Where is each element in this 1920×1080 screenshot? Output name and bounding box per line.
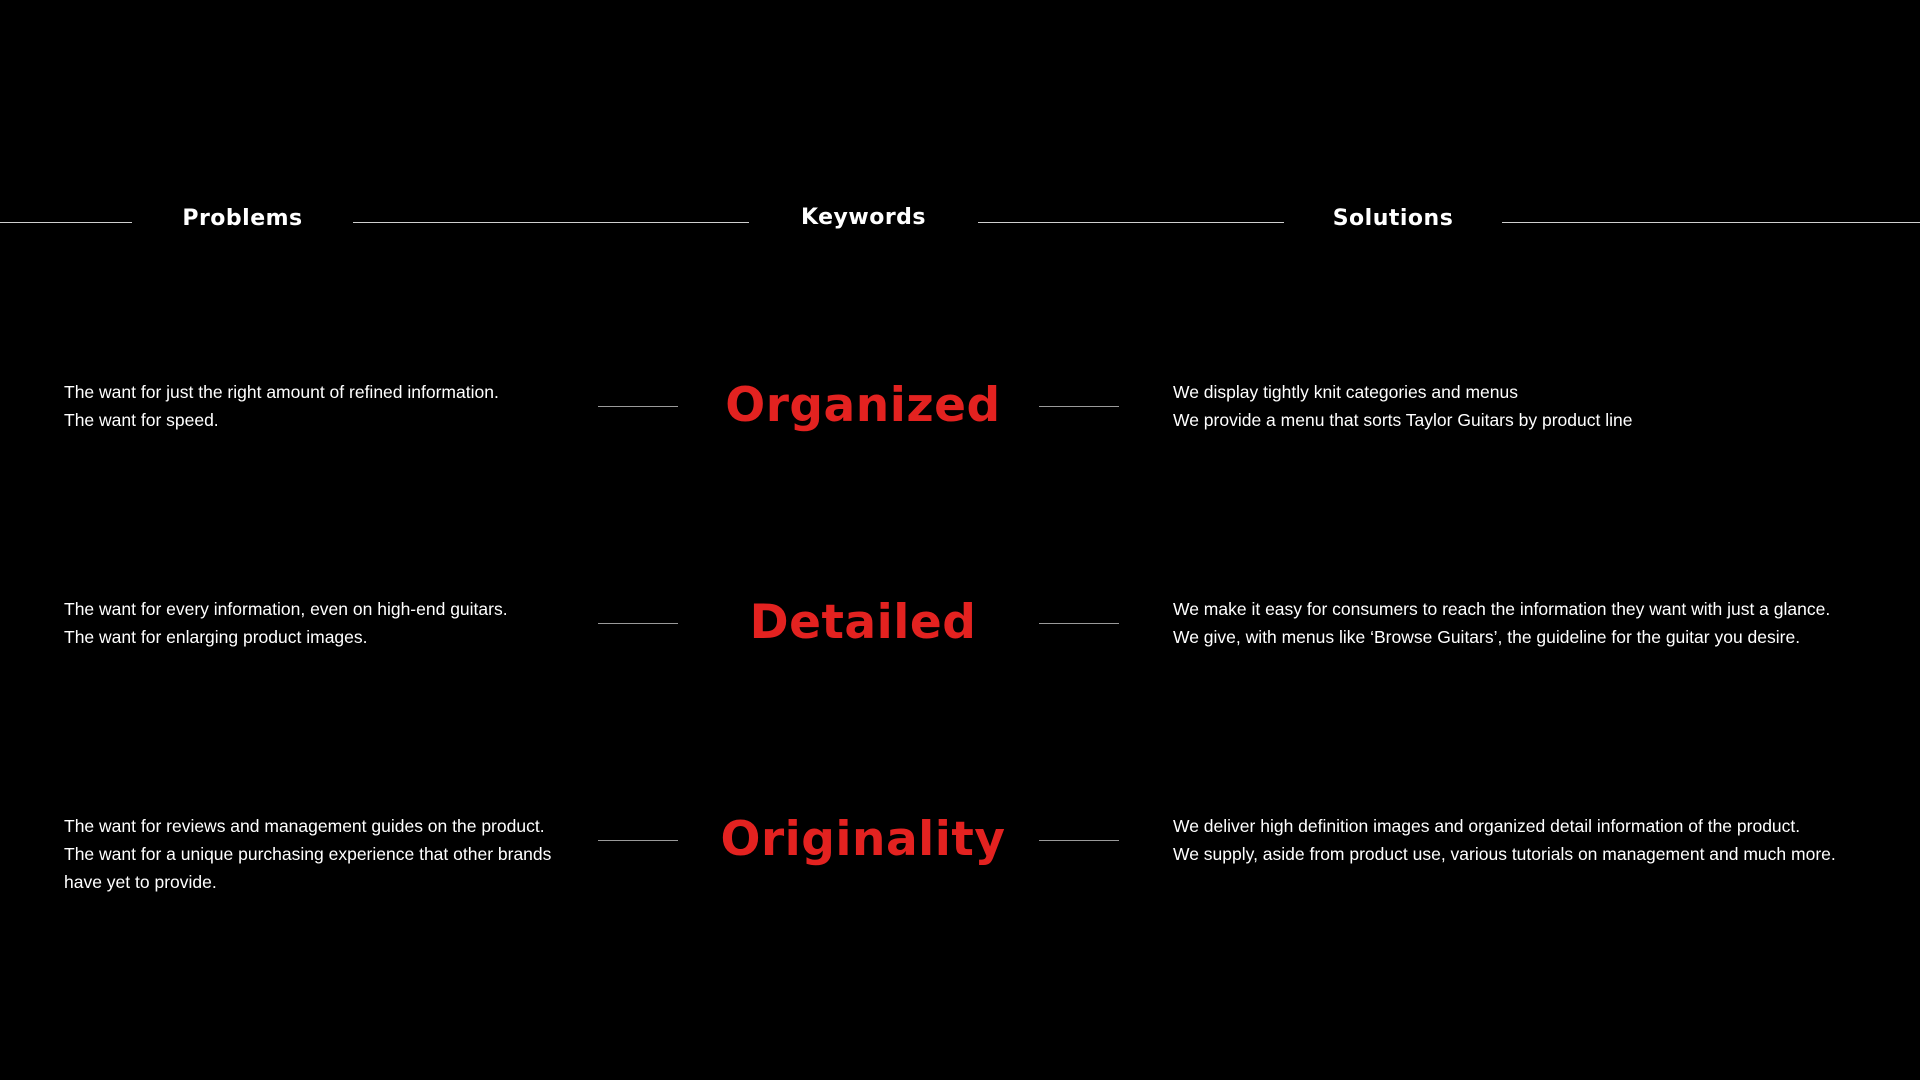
header-rule-mid-left: [353, 222, 749, 223]
connector-line-right: [1039, 406, 1119, 407]
solution-list: [1173, 812, 1893, 868]
keyword-detailed: Detailed: [749, 595, 977, 650]
problem-item: The want for reviews and management guides on the product.: [64, 816, 545, 836]
keyword-organized: Organized: [725, 378, 1001, 433]
row-organized: [0, 378, 1920, 468]
solution-item: We supply, aside from product use, various tutorials on management and much more.: [1173, 844, 1836, 864]
solution-list: [1173, 378, 1893, 434]
solution-item: We deliver high definition images and organized detail information of the product.: [1173, 816, 1801, 836]
connector-line-left: [598, 840, 678, 841]
solution-item: We make it easy for consumers to reach the information they want with just a glance.: [1173, 599, 1831, 619]
row-originality: [0, 812, 1920, 902]
problem-item: The want for just the right amount of refined information.: [64, 382, 499, 402]
problem-item: The want for every information, even on high-end guitars.: [64, 599, 508, 619]
solution-item: We give, with menus like ‘Browse Guitars’, the guideline for the guitar you desire.: [1173, 627, 1801, 647]
problem-list: [64, 812, 579, 896]
header-rule-left: [0, 222, 132, 223]
solution-list: [1173, 595, 1893, 651]
solutions-heading: Solutions: [1332, 206, 1454, 231]
keywords-heading: Keywords: [800, 205, 927, 230]
connector-line-right: [1039, 840, 1119, 841]
problem-list: [64, 595, 584, 651]
connector-line-left: [598, 406, 678, 407]
solution-item: We provide a menu that sorts Taylor Guitars by product line: [1173, 410, 1633, 430]
header-rule-mid-right: [978, 222, 1284, 223]
connector-line-left: [598, 623, 678, 624]
problem-list: [64, 378, 584, 434]
problem-item: The want for speed.: [64, 410, 219, 430]
row-detailed: [0, 595, 1920, 685]
header-rule-right: [1502, 222, 1920, 223]
keyword-originality: Originality: [720, 812, 1006, 867]
problem-item: The want for a unique purchasing experience that other brands have yet to provide.: [64, 844, 552, 892]
problems-heading: Problems: [182, 206, 303, 231]
problem-item: The want for enlarging product images.: [64, 627, 368, 647]
solution-item: We display tightly knit categories and menus: [1173, 382, 1518, 402]
connector-line-right: [1039, 623, 1119, 624]
